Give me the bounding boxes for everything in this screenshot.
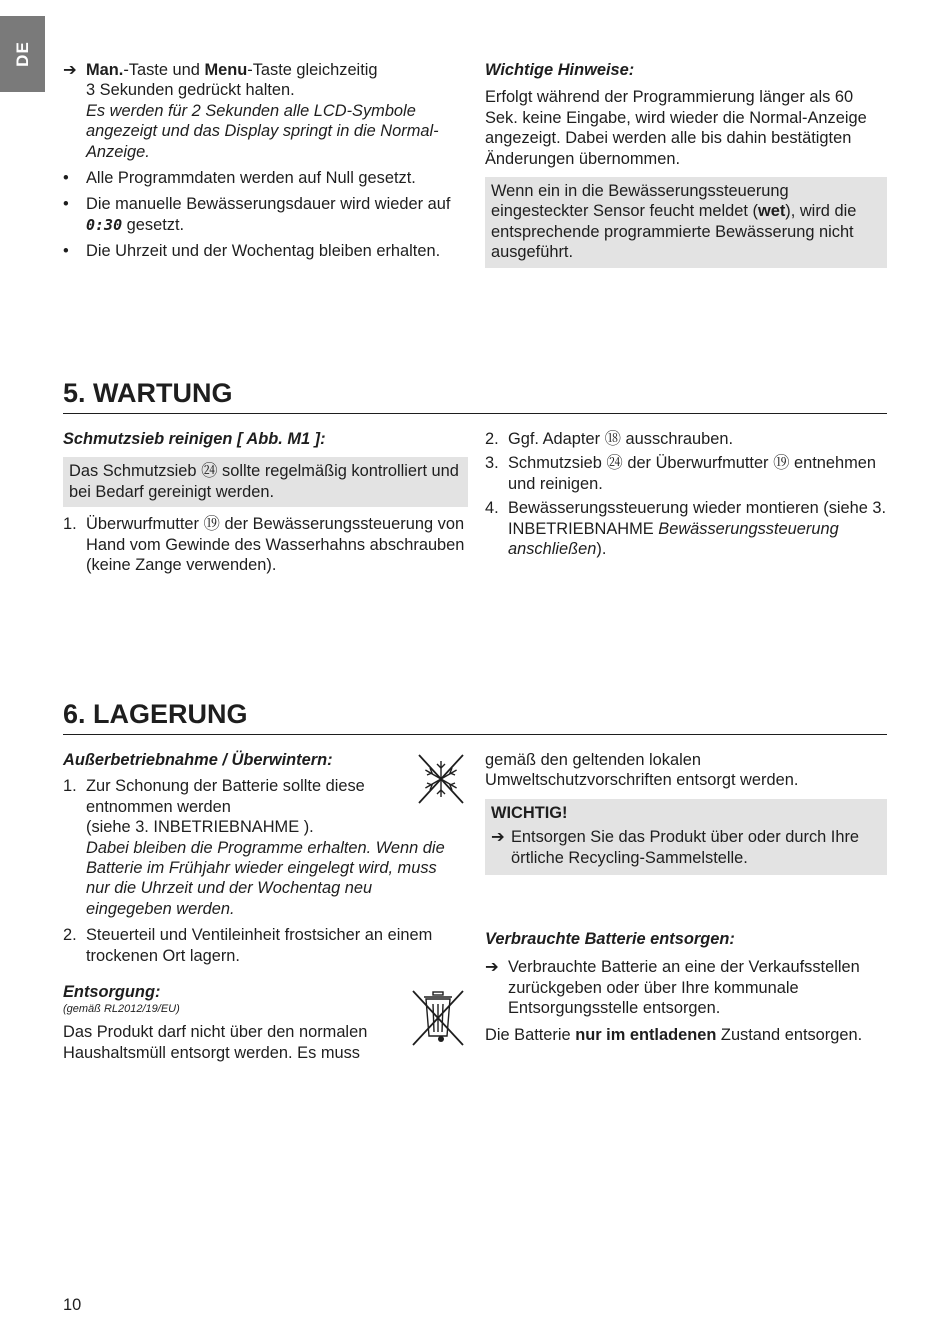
strainer-note-box [63, 457, 468, 507]
lagerung-right [485, 750, 887, 1045]
step-text: Ggf. Adapter ⑱ ausschrauben. [508, 430, 734, 448]
disposal-text-continued: gemäß den geltenden lokalen Umweltschutzvorschriften entsorgt werden. [485, 751, 799, 790]
wartung-subtitle: Schmutzsieb reinigen [ Abb. M1 ]: [63, 430, 326, 448]
step-text: Überwurfmutter ⑲ der Bewässerungssteuerung von Hand vom Gewinde des Wasserhahns abschrauben (keine Zange verwenden). [86, 515, 465, 575]
step-text: Steuerteil und Ventileinheit frostsicher an einem trockenen Ort lagern. [86, 926, 433, 965]
bullet-marker: • [63, 242, 69, 261]
important-item [491, 827, 881, 868]
important-hints [485, 60, 887, 268]
wartung-left [63, 429, 468, 581]
step-note: Dabei bleiben die Programme erhalten. Wenn die Batterie im Frühjahr wieder eingelegt wird, muss nur die Uhrzeit und der Wochentag neu eingegeben werden. [86, 838, 445, 918]
step-text: Schmutzsieb ㉔ der Überwurfmutter ⑲ entnehmen und reinigen. [508, 454, 877, 493]
arrow-marker: ➔ [491, 828, 505, 847]
wet-label: wet [757, 202, 786, 221]
reset-step [63, 60, 468, 162]
bullet-marker: • [63, 195, 69, 214]
battery-item [485, 957, 887, 1018]
reset-instructions [63, 60, 468, 268]
bullet-text: Alle Programmdaten werden auf Null gesetzt. [86, 169, 416, 188]
bullet-marker: • [63, 169, 69, 188]
important-title: WICHTIG! [491, 803, 568, 822]
wartung-right [485, 429, 887, 565]
battery-title: Verbrauchte Batterie entsorgen: [485, 930, 735, 949]
step-item [485, 453, 887, 494]
reset-text-1: -Taste und [123, 61, 205, 79]
step-text-italic: Bewässerungssteuerung anschließen [508, 519, 839, 559]
step-text: Bewässerungssteuerung wieder montieren (siehe 3. INBETRIEBNAHME [508, 499, 887, 538]
hints-text: Erfolgt während der Programmierung länger als 60 Sek. keine Eingabe, wird wieder die Normal-Anzeige angezeigt. Dabei werden alle bis dahin bestätigten Änderungen übernommen. [485, 88, 867, 168]
battery-text: Verbrauchte Batterie an eine der Verkaufsstellen zurückgeben oder über Ihre kommunale Entsorgungsstelle entsorgen. [508, 958, 860, 1018]
crossed-bin-icon [410, 988, 466, 1048]
bullet-text-end: gesetzt. [122, 215, 185, 234]
winter-subtitle: Außerbetriebnahme / Überwintern: [63, 751, 333, 769]
step-number: 1. [63, 515, 77, 534]
arrow-marker: ➔ [485, 958, 499, 977]
section-title-lagerung: 6. LAGERUNG [63, 698, 887, 735]
snowflake-crossed-icon [416, 752, 466, 806]
step-item [485, 429, 887, 449]
battery-final-text: Die Batterie [485, 1025, 576, 1044]
bullet-item [63, 241, 468, 261]
arrow-marker: ➔ [63, 61, 77, 79]
bullet-text: Die manuelle Bewässerungsdauer wird wieder auf [86, 195, 451, 214]
step-number: 4. [485, 499, 499, 518]
battery-final-bold: nur im entladenen [575, 1025, 717, 1044]
disposal-text: Das Produkt darf nicht über den normalen Haushaltsmüll entsorgt werden. Es muss [63, 1023, 368, 1062]
sensor-note-text-end: ), wird die entsprechende programmierte Bewässerung nicht ausgeführt. [491, 202, 857, 262]
step-item [63, 776, 468, 919]
step-text-ref: (siehe 3. INBETRIEBNAHME ). [86, 818, 314, 837]
step-item [63, 925, 468, 966]
bullet-item [63, 194, 468, 235]
man-key-label: Man. [86, 61, 124, 79]
disposal-reference: (gemäß RL2012/19/EU) [63, 1003, 180, 1016]
step-number: 2. [485, 430, 499, 448]
lagerung-left [63, 750, 468, 1063]
step-number: 3. [485, 454, 499, 473]
step-item [485, 498, 887, 559]
step-number: 2. [63, 926, 77, 945]
language-label: DE [12, 41, 32, 67]
step-number: 1. [63, 777, 77, 796]
language-tab [0, 16, 45, 92]
important-text: Entsorgen Sie das Produkt über oder durch Ihre örtliche Recycling-Sammelstelle. [511, 828, 860, 867]
step-item [63, 514, 468, 575]
step-text: Zur Schonung der Batterie sollte diese entnommen werden [86, 777, 365, 816]
bullet-text: Die Uhrzeit und der Wochentag bleiben erhalten. [86, 242, 441, 261]
sensor-note-box [485, 177, 887, 268]
reset-text-3: 3 Sekunden gedrückt halten. [86, 81, 295, 100]
page-number: 10 [63, 1296, 82, 1314]
bullet-item [63, 168, 468, 188]
important-box [485, 799, 887, 875]
sensor-note-text: Wenn ein in die Bewässerungssteuerung eingesteckter Sensor feucht meldet ( [491, 182, 789, 221]
step-text-end: ). [596, 540, 607, 559]
strainer-note-text: Das Schmutzsieb ㉔ sollte regelmäßig kontrolliert und bei Bedarf gereinigt werden. [69, 462, 459, 501]
reset-note: Es werden für 2 Sekunden alle LCD-Symbole angezeigt und das Display springt in die Normal-Anzeige. [86, 101, 439, 161]
hints-title: Wichtige Hinweise: [485, 61, 635, 79]
disposal-title: Entsorgung: [63, 983, 161, 1002]
section-title-wartung: 5. WARTUNG [63, 377, 887, 414]
battery-final-text-end: Zustand entsorgen. [716, 1025, 863, 1044]
reset-text-2: -Taste gleichzeitig [247, 61, 378, 79]
menu-key-label: Menu [204, 61, 248, 79]
lcd-value: 0:30 [86, 215, 123, 234]
